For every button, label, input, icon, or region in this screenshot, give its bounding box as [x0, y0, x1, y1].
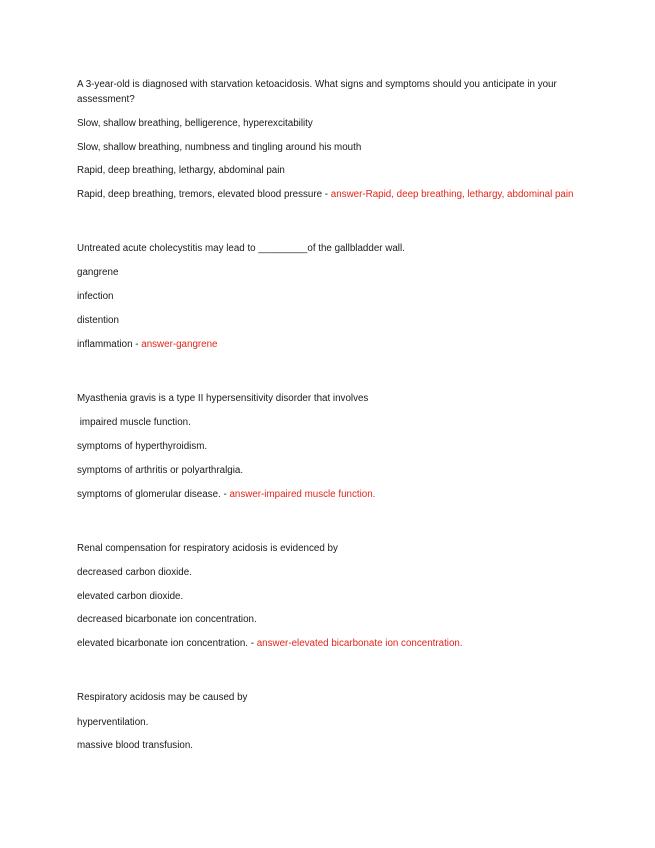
question-prompt: Myasthenia gravis is a type II hypersensitivity disorder that involves [77, 392, 369, 404]
answer-option: massive blood transfusion. [77, 740, 193, 752]
answer-option: gangrene [77, 267, 119, 279]
question-prompt: Renal compensation for respiratory acidosis is evidenced by [77, 542, 338, 554]
answer-option: Slow, shallow breathing, numbness and tingling around his mouth [77, 141, 362, 153]
question-spacer [77, 651, 582, 691]
question-prompt: Respiratory acidosis may be caused by [77, 692, 248, 704]
answer-option: distention [77, 315, 119, 327]
question-spacer [77, 502, 582, 542]
correct-answer: answer-gangrene [141, 338, 218, 350]
answer-option: impaired muscle function. [77, 417, 191, 429]
answer-option: Slow, shallow breathing, belligerence, hyperexcitability [77, 117, 313, 129]
answer-option-final [77, 338, 582, 352]
question-block [77, 78, 582, 202]
answer-option: Rapid, deep breathing, lethargy, abdominal pain [77, 165, 285, 177]
correct-answer: answer-Rapid, deep breathing, lethargy, abdominal pain [330, 189, 574, 201]
correct-answer: answer-elevated bicarbonate ion concentration. [256, 638, 463, 650]
document-content [77, 78, 582, 753]
answer-option-final [77, 188, 582, 202]
question-prompt: Untreated acute cholecystitis may lead to _________of the gallbladder wall. [77, 243, 405, 255]
answer-option-text: inflammation - [77, 338, 142, 350]
answer-option: decreased carbon dioxide. [77, 566, 192, 578]
question-block [77, 242, 582, 352]
answer-option: hyperventilation. [77, 716, 149, 728]
question-spacer [77, 202, 582, 242]
answer-option-final [77, 488, 582, 502]
answer-option-text: symptoms of glomerular disease. - [77, 488, 230, 500]
question-spacer [77, 352, 582, 392]
question-block [77, 542, 582, 652]
answer-option: decreased bicarbonate ion concentration. [77, 614, 257, 626]
correct-answer: answer-impaired muscle function. [229, 488, 376, 500]
question-block [77, 691, 582, 753]
answer-option-text: elevated bicarbonate ion concentration. - [77, 638, 257, 650]
answer-option: elevated carbon dioxide. [77, 590, 184, 602]
question-prompt: A 3-year-old is diagnosed with starvation ketoacidosis. What signs and symptoms should you anticipate in your assessment? [77, 79, 560, 105]
answer-option: symptoms of hyperthyroidism. [77, 440, 208, 452]
answer-option: symptoms of arthritis or polyarthralgia. [77, 464, 244, 476]
answer-option-text: Rapid, deep breathing, tremors, elevated blood pressure - [77, 189, 331, 201]
answer-option: infection [77, 291, 114, 303]
question-block [77, 392, 582, 502]
answer-option-final [77, 637, 582, 651]
